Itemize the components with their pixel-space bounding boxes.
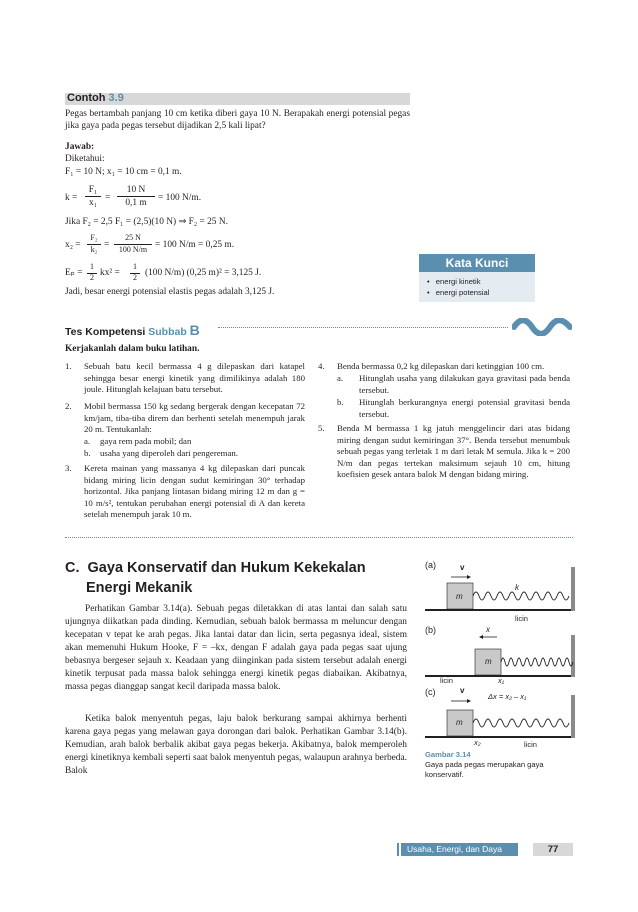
keyword-item: • energi kinetik <box>427 277 481 286</box>
test-list-right: 4. Benda bermassa 0,2 kg dilepaskan dari ketinggian 100 cm. a. Hitunglah usaha yang dilakukan gaya gravitasi pada benda tersebut. b. Hitunglah berkurangnya energi potensial gravitasi benda tersebut. 5. Benda M bermassa 1 kg jatuh menggelincir dari atas bidang miring dengan sudut kemiringan 37°. Benda tersebut menumbuk sebuah pegas yang terletak 1 m dari letak M semula. Jika k = 200 N/m dan pegas tertekan maksimum sejauh 10 cm, hitung koefisien gesek antara balok M dengan bidang miring. <box>318 361 570 480</box>
figure-caption: Gambar 3.14 Gaya pada pegas merupakan gaya konservatif. <box>425 750 544 779</box>
keyword-box-title: Kata Kunci <box>419 254 535 272</box>
page-number: 77 <box>533 843 573 856</box>
ep-equation: Eₚ = 1 2 kx² = 1 2 (100 N/m) (0,25 m)² = 3,125 J. <box>65 262 262 282</box>
test-title: Tes Kompetensi Subbab B <box>65 322 200 338</box>
licin-label-a: licin <box>515 614 528 623</box>
x2-equation: x₂ = F₂ k₂ = 25 N 100 N/m = 100 N/m = 0,25 m. <box>65 233 235 254</box>
footer-bars-icon <box>395 843 403 856</box>
x2-label: x₂ <box>474 738 481 747</box>
conclusion: Jadi, besar energi potensial elastis pegas adalah 3,125 J. <box>65 287 275 297</box>
example-label: Contoh 3.9 <box>67 92 124 104</box>
section-paragraph-2: Ketika balok menyentuh pegas, laju balok berkurang sampai akhirnya berhenti karena gaya pegas yang melawan gaya dorongan dari balok. Perhatikan Gambar 3.14(b). Kemudian, arah balok berbalik akibat gaya pegas bekerja. Akibatnya, balok memperoleh energi kinetiknya kembali seperti saat balok menyentuh pegas, walaupun arahnya berbeda. Balok <box>65 714 407 776</box>
section-paragraph-1: Perhatikan Gambar 3.14(a). Sebuah pegas diletakkan di atas lantai dan salah satu ujungnya diikatkan pada dinding. Kemudian, sebuah balok bermassa m meluncur dengan kecepatan v tepat ke arah pegas. Jika lantai datar dan licin, serta pegasnya ideal, sistem akan memenuhi Hukum Hooke, F = –kx, dengan F adalah gaya pada pegas saat ujung bebasnya bergeser sejauh x. Keadaan yang diinginkan pada sistem tersebut adalah energi kinetik terpusat pada massa balok sehingga energi kinetik pegas diabaikan. Akibatnya, massa pegas dianggap sangat kecil daripada massa balok. <box>65 604 407 692</box>
velocity-label-a: v <box>460 563 465 572</box>
mass-label-a: m <box>456 592 463 601</box>
answer-label: Jawab: <box>65 142 95 152</box>
k-equation: k = F₁ x₁ = 10 N 0,1 m = 100 N/m. <box>65 185 202 208</box>
keyword-item: • energi potensial <box>427 288 490 297</box>
chapter-footer: Usaha, Energi, dan Daya <box>395 843 518 856</box>
displacement-label: x <box>486 625 490 634</box>
spring-figure <box>425 565 575 750</box>
figure-label-b: (b) <box>425 625 436 635</box>
x1-label: x₁ <box>498 676 505 685</box>
keyword-box <box>419 272 535 302</box>
test-list-left: 1. Sebuah batu kecil bermassa 4 g dilepaskan dari katapel sehingga besar energi kinetik yang dimilikinya adalah 180 joule. Hitunglah kelajuan batu tersebut. 2. Mobil bermassa 150 kg sedang bergerak dengan kecepatan 72 km/jam, tiba-tiba direm dan berhenti setelah menempuh jarak 20 m. Tentukanlah: a. gaya rem pada mobil; dan b. usaha yang diperoleh dari pengereman. 3. Kereta mainan yang massanya 4 kg dilepaskan dari puncak bidang miring licin dengan sudut kemiringan 30° terhadap horizontal. Jika panjang lintasan bidang miring 12 m dan g = 10 m/s², tentukan perubahan energi potensial di A dan kereta setelah menempuh jarak 10 m. <box>65 361 305 520</box>
test-instruction: Kerjakanlah dalam buku latihan. <box>65 344 200 354</box>
licin-label-c: licin <box>524 740 537 749</box>
figure-label-c: (c) <box>425 687 436 697</box>
delta-x-label: Δx = x₂ – x₁ <box>488 692 527 701</box>
spring-constant-label: k <box>515 583 519 592</box>
test-title-dotted-rule <box>218 327 508 329</box>
given-line: F₁ = 10 N; x₁ = 10 cm = 0,1 m. <box>65 167 182 177</box>
figure-label-a: (a) <box>425 560 436 570</box>
licin-label-b: licin <box>440 676 453 685</box>
test-bottom-rule <box>65 537 573 539</box>
mass-label-c: m <box>456 718 463 727</box>
decorative-wave-icon <box>512 318 572 336</box>
velocity-label-c: v <box>460 686 465 695</box>
given-label: Diketahui: <box>65 154 105 164</box>
f2-line: Jika F₂ = 2,5 F₁ = (2,5)(10 N) ⇒ F₂ = 25 N. <box>65 217 228 227</box>
example-problem: Pegas bertambah panjang 10 cm ketika diberi gaya 10 N. Berapakah energi potensial pegas jika gaya pada pegas tersebut dijadikan 2,5 kali lipat? <box>65 109 410 131</box>
section-title: C. Gaya Konservatif dan Hukum Kekekalan Energi Mekanik <box>65 560 366 596</box>
mass-label-b: m <box>485 657 492 666</box>
